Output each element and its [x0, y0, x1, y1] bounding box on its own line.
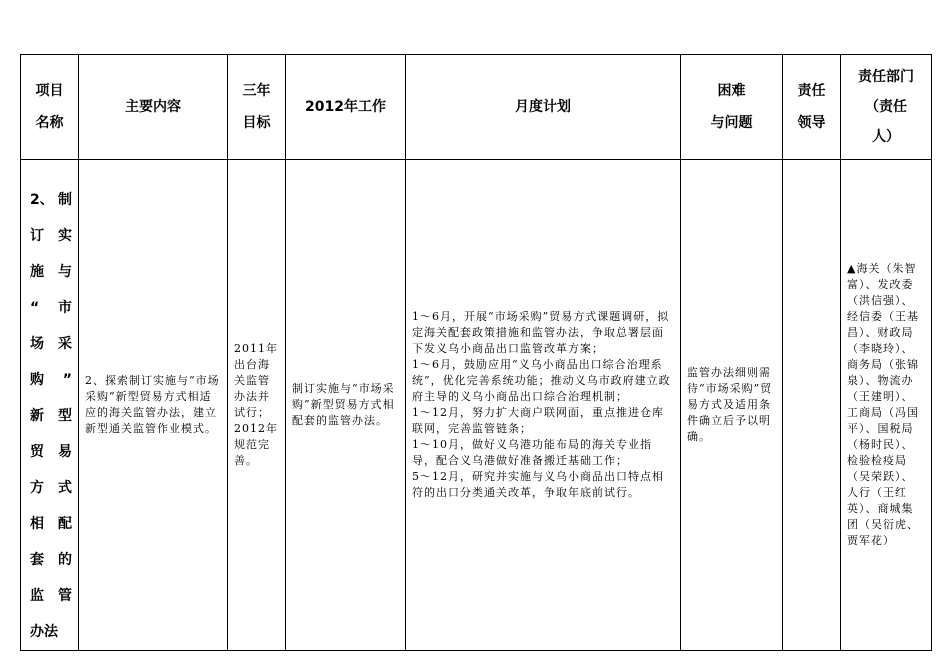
- responsible-leader-cell: [783, 160, 841, 651]
- responsible-department-text: ▲海关（朱智富）、发改委（洪信强）、经信委（王基昌）、财政局（李晓玲）、商务局（张锦泉）、物流办（王建明）、工商局（冯国平）、国税局（杨时民）、检验检疫局（吴荣跃）、人行（王红英）、商城集团（吴衍虎、贾军花）: [847, 262, 919, 547]
- monthly-plan-item: 1～6月，鼓励应用“义乌小商品出口综合治理系统”，优化完善系统功能；推动义乌市政府建立政府主导的义乌小商品出口综合治理机制；: [412, 358, 671, 403]
- project-name-char: “: [30, 300, 40, 316]
- project-name-line: [30, 326, 72, 362]
- project-name-char: 采: [58, 336, 72, 352]
- monthly-plan-list: [406, 309, 680, 501]
- project-name-char: 购: [30, 372, 44, 388]
- project-name-line: [30, 290, 72, 326]
- header-monthly-plan: 月度计划: [406, 55, 681, 160]
- project-name-char: 相: [30, 516, 44, 532]
- project-name-char: 配: [58, 516, 72, 532]
- work-2012-cell: [286, 160, 406, 651]
- header-responsible-department-line1: 责任部门: [858, 69, 914, 85]
- header-responsible-leader-line1: 责任: [797, 83, 826, 99]
- main-content-text: 2、探索制订实施与“市场采购”新型贸易方式相适应的海关监管办法，建立新型通关监管作业模式。: [85, 374, 220, 435]
- header-difficulties: [681, 55, 783, 160]
- three-year-goal-text: 2011年出台海关监管办法并试行；2012年规范完善。: [234, 342, 278, 467]
- project-name-char: 新: [30, 408, 44, 424]
- header-main-content: 主要内容: [79, 55, 228, 160]
- project-name-char: 市: [58, 300, 72, 316]
- project-name-char: 的: [58, 552, 72, 568]
- project-name-char: 办法: [30, 624, 58, 640]
- project-name-char: 与: [58, 264, 72, 280]
- header-project-name: [21, 55, 79, 160]
- project-name-char: 施: [30, 264, 44, 280]
- monthly-plan-item: 5～12月，研究并实施与义乌小商品出口特点相符的出口分类通关改革，争取年底前试行。: [412, 470, 664, 499]
- header-three-year-goal-line2: 目标: [242, 115, 271, 131]
- difficulties-text: 监管办法细则需待“市场采购”贸易方式及适用条件确立后予以明确。: [687, 366, 773, 443]
- project-name-char: 管: [58, 588, 72, 604]
- project-name-char: 订: [30, 228, 44, 244]
- main-content-cell: [79, 160, 228, 651]
- table-row: [21, 160, 932, 651]
- project-name-line: [30, 506, 72, 542]
- project-name-char: 场: [30, 336, 44, 352]
- project-name-line: [30, 434, 72, 470]
- project-name-char: 式: [58, 480, 72, 496]
- project-name-char: 型: [58, 408, 72, 424]
- project-name-line: [30, 362, 72, 398]
- monthly-plan-item: 1～12月，努力扩大商户联网面，重点推进仓库联网，完善监管链条；: [412, 406, 664, 435]
- header-2012-work: 2012年工作: [286, 55, 406, 160]
- monthly-plan-cell: [406, 160, 681, 651]
- header-responsible-leader: [783, 55, 841, 160]
- project-name-char: 2、: [30, 192, 54, 208]
- project-name-cell: [21, 160, 79, 651]
- header-three-year-goal-line1: 三年: [242, 83, 271, 99]
- header-difficulties-line1: 困难: [717, 83, 746, 99]
- project-name-line: [30, 470, 72, 506]
- project-name-char: 实: [58, 228, 72, 244]
- project-name-line: [30, 182, 72, 218]
- monthly-plan-item: 1～10月，做好义乌港功能布局的海关专业指导，配合义乌港做好准备搬迁基础工作；: [412, 438, 652, 467]
- project-name-line: [30, 254, 72, 290]
- header-difficulties-line2: 与问题: [710, 115, 753, 131]
- work-plan-table: [20, 54, 932, 651]
- header-responsible-department-line2: （责任: [865, 99, 907, 115]
- project-name-char: 制: [58, 192, 72, 208]
- project-name-char: 贸: [30, 444, 44, 460]
- three-year-goal-cell: [228, 160, 286, 651]
- project-name-line: [30, 218, 72, 254]
- difficulties-cell: [681, 160, 783, 651]
- project-name-char: 方: [30, 480, 44, 496]
- header-responsible-department-line3: 人）: [872, 129, 900, 145]
- header-project-name-line1: 项目: [35, 83, 64, 99]
- project-name-char: ”: [62, 372, 72, 388]
- responsible-department-cell: [841, 160, 932, 651]
- header-three-year-goal: [228, 55, 286, 160]
- project-name-text: [21, 160, 78, 650]
- monthly-plan-item: 1～6月，开展“市场采购”贸易方式课题调研，拟定海关配套政策措施和监管办法，争取总署层面下发义乌小商品出口监管改革方案；: [412, 310, 670, 355]
- header-responsible-leader-line2: 领导: [797, 115, 826, 131]
- project-name-line: [30, 578, 72, 614]
- project-name-line: [30, 542, 72, 578]
- project-name-char: 套: [30, 552, 44, 568]
- header-row: [21, 55, 932, 160]
- header-responsible-department: [841, 55, 932, 160]
- header-project-name-line2: 名称: [35, 115, 64, 131]
- work-2012-text: 制订实施与“市场采购”新型贸易方式相配套的监管办法。: [292, 382, 395, 427]
- project-name-line: [30, 614, 72, 650]
- project-name-char: 监: [30, 588, 44, 604]
- project-name-char: 易: [58, 444, 72, 460]
- project-name-line: [30, 398, 72, 434]
